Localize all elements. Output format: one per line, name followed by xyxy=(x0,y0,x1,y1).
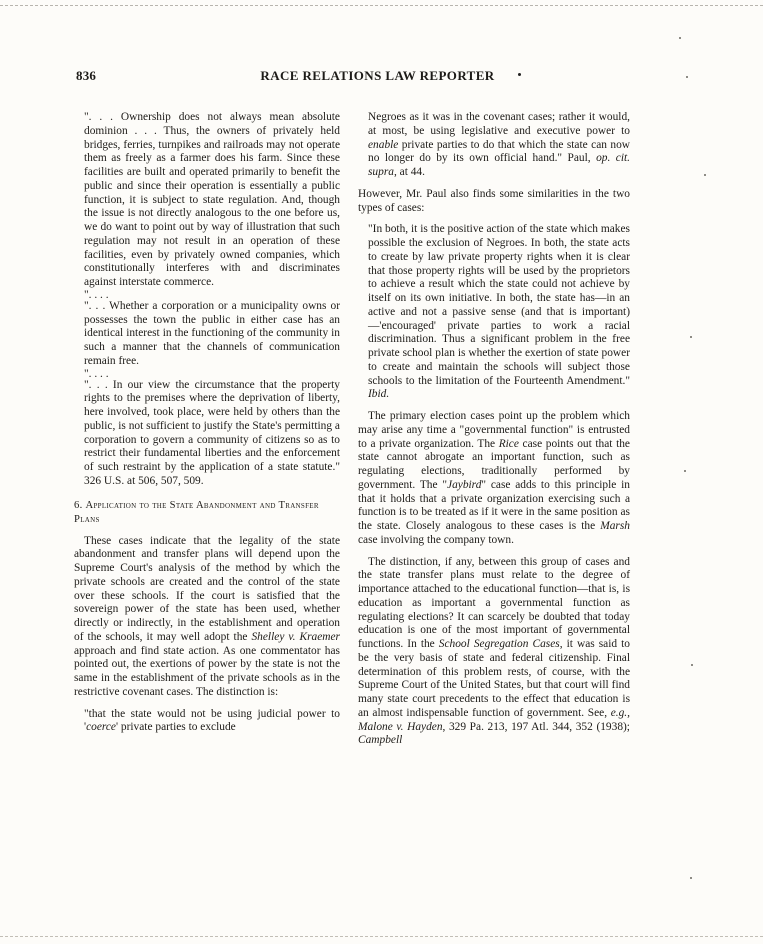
body-paragraph: These cases indicate that the legality of the state abandonment and transfer plans will depend upon the Supreme Court's analysis of the method by which the private schools are created and the control of the state over these schools. If the court is satisfied that the sovereign power of the state has been used, whether directly or indirectly, in the establishment and operation of the schools, it may well adopt the Shelley v. Kraemer approach and find state action. As one commentator has pointed out, the exertions of power by the state is not the same in the establishment of the private schools as in the restrictive covenant cases. The distinction is: xyxy=(74,534,340,698)
scan-speck xyxy=(684,470,686,472)
section-heading xyxy=(74,499,340,527)
scan-top-edge xyxy=(0,5,763,6)
body-paragraph: The distinction, if any, between this group of cases and the state transfer plans must relate to the degree of importance attached to the educational function—that is, is education as important a governmental function as regulating elections? It can scarcely be doubted that today education is one of the most important of governmental functions. In the School Segregation Cases, it was said to be the very basis of state and federal citizenship. Final determination of this problem rests, of course, with the Supreme Court of the United States, but that court will find many state court precedents to the effect that education is an almost indispensable function of government. See, e.g., Malone v. Hayden, 329 Pa. 213, 197 Atl. 344, 352 (1938); Campbell xyxy=(358,555,630,747)
section-number: 6. xyxy=(74,499,83,511)
block-quote-paragraph: ". . . Whether a corporation or a municipality owns or possesses the town the public in either case has an identical interest in the functioning of the community in such a manner that the channels of communication remain free. xyxy=(84,299,340,367)
case-citation: e.g., Malone v. Hayden xyxy=(358,706,630,733)
case-name: Rice xyxy=(498,437,519,450)
body-paragraph: However, Mr. Paul also finds some similarities in the two types of cases: xyxy=(358,187,630,214)
scan-speck xyxy=(686,76,688,78)
case-citation: op. cit. supra xyxy=(368,152,630,178)
scan-bottom-edge xyxy=(0,936,763,937)
header-mark xyxy=(518,73,521,76)
running-head: RACE RELATIONS LAW REPORTER xyxy=(260,68,495,83)
quote-ellipsis: ". . . . xyxy=(84,288,109,301)
scan-speck xyxy=(679,37,681,39)
section-title: Application to the State Abandonment and Transfer Plans xyxy=(74,499,319,525)
case-citation: Ibid. xyxy=(368,388,390,401)
case-name: Jaybird xyxy=(447,478,482,491)
case-name: School Segregation Cases xyxy=(438,638,560,650)
page-number: 836 xyxy=(76,68,97,83)
case-name: Campbell xyxy=(358,734,403,747)
page-header xyxy=(76,68,679,86)
case-citation: Shelley v. Kraemer xyxy=(251,630,340,643)
scan-speck xyxy=(690,336,692,338)
block-quote-paragraph: Negroes as it was in the covenant cases; rather it would, at most, be using legislative and executive power to enable private parties to do that which the state can now no longer do by its own official hand." Paul, op. cit. supra, at 44. xyxy=(368,111,630,178)
block-quote-paragraph: ". . . Ownership does not always mean absolute dominion . . . Thus, the owners of privately held bridges, ferries, turnpikes and railroads may not operate them as freely as a farmer does his farm. Since these facilities are built and operated primarily to benefit the public and since their operation is essentially a public function, it is subject to state regulation. And, though the issue is not directly analogous to the one before us, we do want to point out by way of illustration that such regulation may not result in an operation of these facilities, even by privately owned companies, which constitutionally interferes with and discriminates against interstate commerce. xyxy=(84,111,340,288)
case-name: Marsh xyxy=(600,520,630,532)
quote-ellipsis: ". . . . xyxy=(84,367,109,380)
right-column xyxy=(358,111,630,748)
scan-speck xyxy=(691,664,693,666)
scan-speck xyxy=(690,877,692,879)
left-column xyxy=(74,111,340,735)
block-quote-paragraph: ". . . In our view the circumstance that the property rights to the premises where the deprivation of liberty, here involved, took place, were held by others than the public, is not sufficient to justify the State's permitting a corporation to govern a community of citizens so as to restrict their fundamental liberties and the enforcement of such restraint by the application of a state statute." 326 U.S. at 506, 507, 509. xyxy=(84,378,340,487)
body-paragraph: The primary election cases point up the problem which may arise any time a "governmental function" is entrusted to a private organization. The Rice case points out that the state cannot abrogate an important function, such as regulating elections, traditionally performed by government. The "Jaybird" case adds to this principle in that it holds that a private organization exercising such a function is to be treated as if it were in the same position as the state. Closely analogous to these cases is the Marsh case involving the company town. xyxy=(358,410,630,546)
block-quote-paragraph: "In both, it is the positive action of the state which makes possible the exclusion of Negroes. In both, the state acts to create by law private property rights when it is clear that those property rights will be used by the proprietors to achieve a result which the state could not achieve by itself on its own initiative. In both, the state has—in an active and not a passive sense (and that is important)—'encouraged' private parties to work a racial discrimination. Thus a significant problem in the free private school plan is whether the exertion of state power to create and maintain the schools will subject those schools to the limitation of the Fourteenth Amendment." Ibid. xyxy=(368,223,630,401)
block-quote-paragraph: "that the state would not be using judicial power to 'coerce' private parties to exclude xyxy=(84,707,340,734)
scan-speck xyxy=(704,174,706,176)
